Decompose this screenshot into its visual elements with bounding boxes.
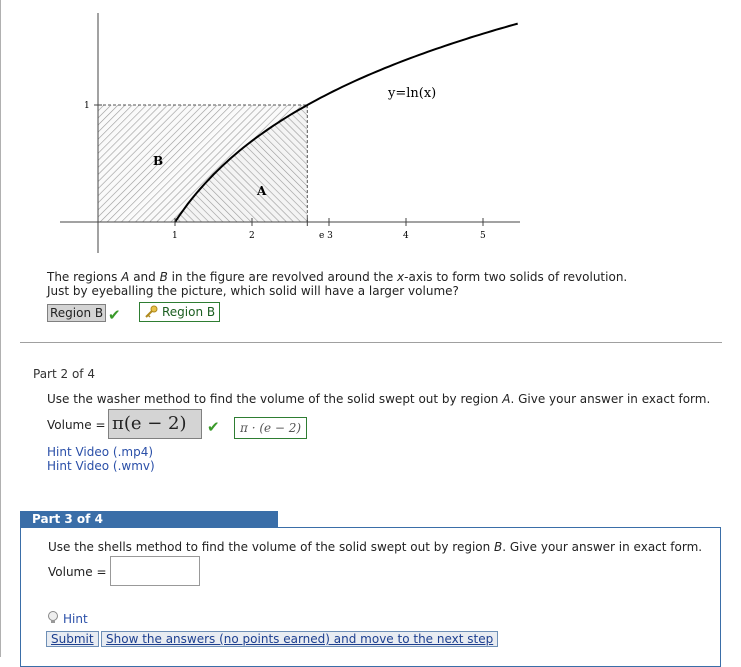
part1-selected-answer[interactable]: Region B	[47, 304, 106, 322]
part2-answer-input[interactable]: π(e − 2)	[108, 409, 202, 439]
key-icon	[144, 305, 158, 319]
region-figure	[55, 5, 525, 255]
submit-button[interactable]: Submit	[46, 631, 99, 647]
part1-question-line1: The regions A and B in the figure are revolved around the x-axis to form two solids of revolution.	[47, 270, 628, 284]
x-tick-label: 4	[403, 231, 409, 241]
part3-volume-input[interactable]	[110, 556, 200, 586]
x-tick-label: e 3	[319, 231, 333, 241]
section-divider	[20, 342, 722, 343]
part2-volume-label: Volume =	[47, 418, 106, 432]
part3-volume-label: Volume =	[48, 565, 107, 579]
x-tick-label: 2	[249, 231, 255, 241]
curve-label: y=ln(x)	[388, 86, 437, 101]
show-answers-button[interactable]: Show the answers (no points earned) and move to the next step	[101, 631, 498, 647]
check-icon: ✔	[108, 306, 121, 324]
check-icon: ✔	[207, 418, 220, 436]
part3-instruction: Use the shells method to find the volume of the solid swept out by region B. Give your answer in exact form.	[48, 540, 703, 554]
region-b-label: B	[153, 154, 164, 168]
part1-correct-answer	[139, 302, 220, 322]
y-tick-label: 1	[84, 101, 90, 111]
hint-video-mp4-link[interactable]: Hint Video (.mp4)	[47, 445, 154, 459]
part2-correct-answer: π · (e − 2)	[234, 417, 307, 439]
lightbulb-icon	[47, 611, 59, 628]
hint-video-wmv-link[interactable]: Hint Video (.wmv)	[47, 459, 155, 473]
hint-link[interactable]: Hint	[63, 612, 88, 626]
part2-label: Part 2 of 4	[33, 367, 95, 381]
part1-question	[47, 270, 627, 298]
part1-question-line2: Just by eyeballing the picture, which solid will have a larger volume?	[47, 284, 459, 298]
part1-correct-answer-text: Region B	[162, 305, 216, 319]
x-tick-label: 1	[172, 231, 178, 241]
part3-header: Part 3 of 4	[20, 511, 278, 528]
part2-instruction: Use the washer method to find the volume of the solid swept out by region A. Give your answer in exact form.	[47, 392, 711, 406]
region-a-label: A	[257, 184, 267, 198]
x-tick-label: 5	[480, 231, 486, 241]
left-border	[0, 0, 1, 657]
